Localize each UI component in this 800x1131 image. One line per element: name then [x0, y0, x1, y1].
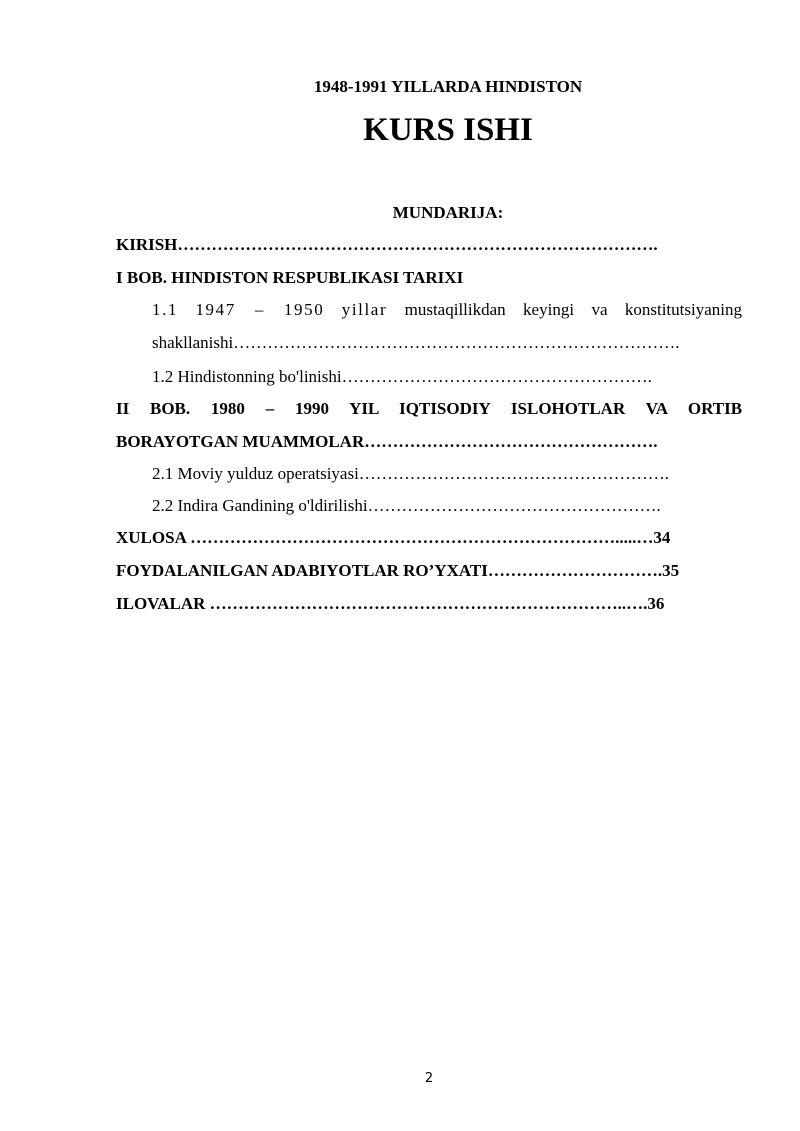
toc-item-bob2-word: ISLOHOTLAR: [510, 399, 626, 418]
toc-item-2-1: 2.1 Moviy yulduz operatsiyasi……………………………………………….: [152, 464, 670, 483]
toc-item-1-2: 1.2 Hindistonning bo'linishi……………………………………………….: [152, 367, 652, 386]
toc-item-1-1-word: yillar: [341, 300, 388, 319]
toc-item-bob2-word: –: [265, 399, 275, 418]
toc-item-bob2-word: II: [116, 399, 130, 418]
toc-item-bob2-word: VA: [645, 399, 668, 418]
toc-item-foydalanilgan: FOYDALANILGAN ADABIYOTLAR RO’YXATI………………………….35: [116, 561, 680, 580]
toc-item-bob2-word: IQTISODIY: [399, 399, 491, 418]
toc-item-bob2-word: YIL: [349, 399, 379, 418]
toc-item-1-1-word: keyingi: [523, 300, 575, 319]
toc-item-xulosa: XULOSA ………………………………………………………………….....…34: [116, 528, 671, 547]
toc-item-ilovalar: ILOVALAR ………………………………………………………………..….36: [116, 594, 665, 613]
toc-item-bob2-word: ORTIB: [687, 399, 743, 418]
toc-item-1-1-word: va: [591, 300, 608, 319]
toc-item-1-1-word: mustaqillikdan: [404, 300, 506, 319]
toc-item-1-1-line2: shakllanishi…………………………………………………………………….: [152, 333, 680, 352]
document-subtitle: 1948-1991 YILLARDA HINDISTON: [313, 77, 583, 96]
toc-item-kirish: KIRISH………………………………………………………………………….: [116, 235, 658, 254]
toc-item-bob2-word: 1980: [210, 399, 245, 418]
toc-item-1-1-years: 1947 – 1950: [195, 300, 325, 319]
toc-item-2-2: 2.2 Indira Gandining o'ldirilishi…………………………………………….: [152, 496, 661, 515]
toc-item-bob2-line1: [116, 398, 742, 420]
toc-item-bob2-line2: BORAYOTGAN MUAMMOLAR…………………………………………….: [116, 432, 658, 451]
toc-item-1-1-line1: [152, 299, 742, 321]
document-title: KURS ISHI: [363, 112, 533, 148]
toc-heading: MUNDARIJA:: [392, 203, 504, 222]
toc-item-1-1-number: 1.1: [152, 300, 179, 319]
toc-item-bob1: I BOB. HINDISTON RESPUBLIKASI TARIXI: [116, 268, 464, 287]
toc-item-bob2-word: 1990: [294, 399, 329, 418]
toc-item-1-1-word: konstitutsiyaning: [624, 300, 742, 319]
toc-item-bob2-word: BOB.: [150, 399, 191, 418]
page-number: 2: [424, 1071, 434, 1086]
